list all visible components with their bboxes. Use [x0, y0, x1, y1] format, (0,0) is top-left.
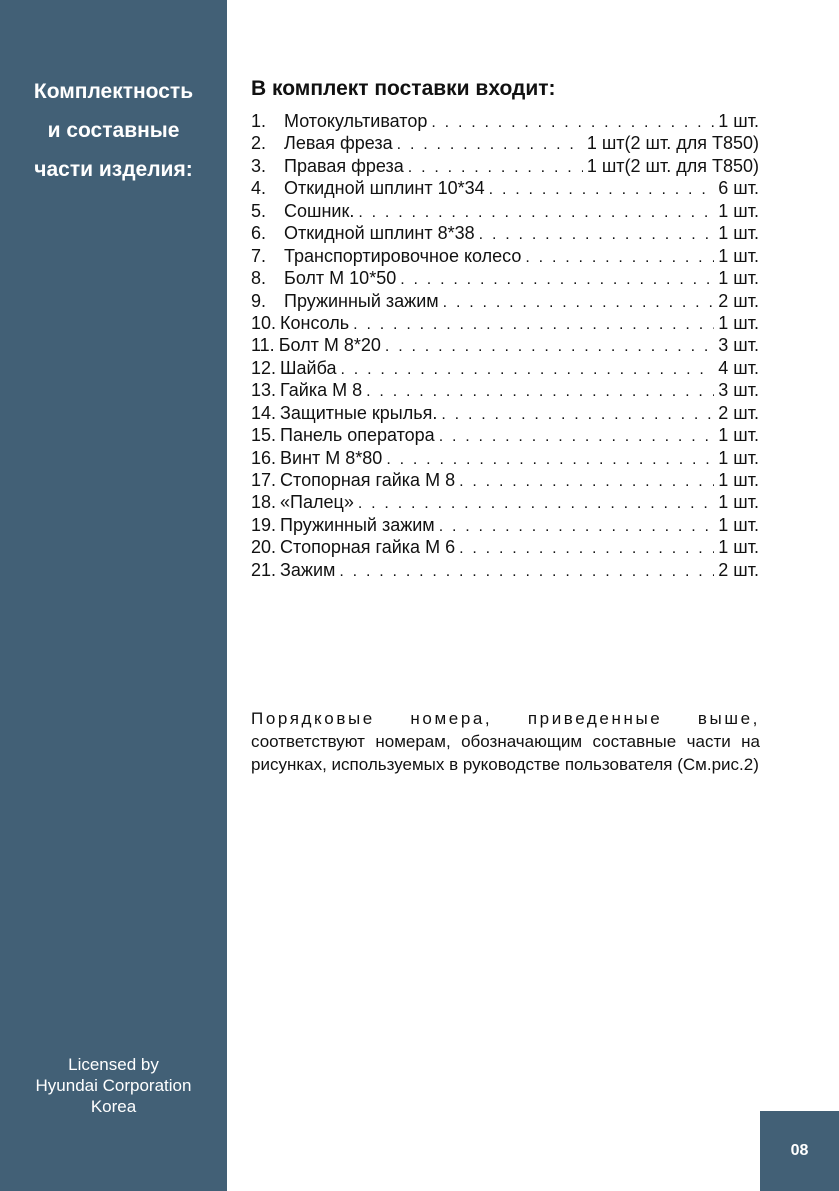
license-line: Hyundai Corporation	[35, 1076, 192, 1095]
dot-leader	[489, 179, 715, 201]
list-item	[251, 290, 759, 312]
note-first-line: Порядковые номера, приведенные выше,	[251, 709, 760, 728]
list-item	[251, 110, 759, 132]
section-title-line: и составные	[47, 119, 180, 142]
dot-leader	[339, 561, 714, 583]
item-number: 7.	[251, 245, 267, 266]
item-quantity: 1 шт.	[718, 312, 759, 333]
license-line: Korea	[90, 1097, 137, 1116]
item-number: 14.	[251, 402, 277, 423]
item-quantity: 1 шт.	[718, 470, 759, 490]
item-number: 12.	[251, 357, 277, 378]
item-name: Винт М 8*80	[280, 447, 383, 468]
item-name: Болт М 10*50	[284, 268, 397, 289]
item-name: Сошник.	[284, 200, 355, 221]
item-name: Стопорная гайка М 8	[280, 470, 456, 490]
sidebar	[0, 0, 227, 1191]
item-number: 1.	[251, 111, 267, 131]
dot-leader	[358, 493, 714, 515]
item-name: Консоль	[280, 312, 350, 333]
item-quantity: 6 шт.	[718, 178, 759, 199]
item-name: Зажим	[280, 559, 336, 580]
list-item	[251, 312, 759, 334]
item-name: Мотокультиватор	[284, 111, 428, 131]
item-number: 5.	[251, 200, 267, 221]
item-name: Болт М 8*20	[278, 335, 381, 356]
item-number: 20.	[251, 537, 277, 558]
section-title	[0, 72, 227, 189]
list-item	[251, 132, 759, 154]
item-quantity: 1 шт.	[718, 223, 759, 244]
item-number: 10.	[251, 312, 277, 333]
list-item	[251, 469, 759, 491]
item-name: Гайка М 8	[280, 380, 363, 401]
item-quantity: 2 шт.	[718, 402, 759, 423]
item-number: 17.	[251, 470, 277, 490]
dot-leader	[353, 314, 714, 336]
item-name: Откидной шплинт 10*34	[284, 178, 485, 199]
item-number: 19.	[251, 514, 277, 535]
list-item	[251, 200, 759, 222]
list-item	[251, 559, 759, 581]
section-title-line: Комплектность	[33, 80, 194, 103]
dot-leader	[525, 247, 714, 269]
item-quantity: 3 шт.	[718, 380, 759, 401]
list-item	[251, 514, 759, 536]
item-number: 9.	[251, 290, 267, 311]
item-name: Пружинный зажим	[284, 290, 439, 311]
item-quantity: 1 шт(2 шт. для Т850)	[586, 155, 759, 176]
item-quantity: 2 шт.	[718, 559, 759, 580]
item-name: Пружинный зажим	[280, 514, 435, 535]
list-item	[251, 536, 759, 558]
dot-leader	[439, 426, 715, 448]
dot-leader	[385, 336, 714, 358]
license-note	[0, 1054, 227, 1117]
item-number: 16.	[251, 447, 277, 468]
dot-leader	[397, 134, 583, 156]
dot-leader	[408, 157, 583, 179]
item-number: 6.	[251, 223, 267, 244]
item-quantity: 1 шт.	[718, 200, 759, 221]
dot-leader	[386, 449, 714, 471]
item-name: Левая фреза	[284, 133, 393, 154]
list-item	[251, 357, 759, 379]
item-number: 21.	[251, 559, 277, 580]
list-item	[251, 491, 759, 513]
item-quantity: 4 шт.	[718, 357, 759, 378]
list-item	[251, 267, 759, 289]
item-name: Защитные крылья.	[280, 402, 438, 423]
dot-leader	[459, 538, 714, 560]
item-number: 4.	[251, 178, 267, 199]
item-number: 18.	[251, 492, 277, 513]
dot-leader	[441, 404, 714, 426]
list-item	[251, 222, 759, 244]
item-quantity: 3 шт.	[718, 335, 759, 356]
dot-leader	[439, 516, 715, 538]
list-item	[251, 155, 759, 177]
item-number: 15.	[251, 425, 277, 446]
contents-list	[251, 110, 759, 581]
contents-heading: В комплект поставки входит:	[251, 77, 556, 100]
list-item	[251, 177, 759, 199]
main-content	[251, 76, 759, 581]
page-number: 08	[760, 1111, 839, 1191]
item-quantity: 1 шт.	[718, 268, 759, 289]
item-quantity: 1 шт.	[718, 447, 759, 468]
dot-leader	[443, 292, 715, 314]
numbering-note	[251, 707, 760, 776]
list-item	[251, 402, 759, 424]
license-line: Licensed by	[68, 1055, 159, 1074]
item-quantity: 1 шт.	[718, 245, 759, 266]
dot-leader	[400, 269, 714, 291]
dot-leader	[366, 381, 714, 403]
list-item	[251, 447, 759, 469]
list-item	[251, 245, 759, 267]
item-quantity: 1 шт.	[718, 537, 759, 558]
item-quantity: 1 шт.	[718, 492, 759, 513]
list-item	[251, 424, 759, 446]
list-item	[251, 334, 759, 356]
dot-leader	[341, 359, 715, 381]
item-name: Шайба	[280, 357, 337, 378]
list-item	[251, 379, 759, 401]
item-name: Откидной шплинт 8*38	[284, 223, 475, 244]
item-number: 11.	[251, 335, 275, 356]
item-number: 2.	[251, 133, 267, 154]
item-number: 8.	[251, 268, 267, 289]
item-name: Транспортировочное колесо	[284, 245, 522, 266]
section-title-line: части изделия:	[34, 158, 193, 181]
dot-leader	[431, 112, 714, 134]
item-quantity: 1 шт(2 шт. для Т850)	[586, 133, 759, 154]
item-name: Правая фреза	[284, 155, 404, 176]
item-quantity: 1 шт.	[718, 425, 759, 446]
note-rest: соответствуют номерам, обозначающим составные части на рисунках, используемых в руководстве пользователя (См.рис.2)	[251, 732, 760, 774]
item-number: 13.	[251, 380, 277, 401]
item-number: 3.	[251, 155, 267, 176]
item-quantity: 1 шт.	[718, 111, 759, 131]
item-quantity: 2 шт.	[718, 290, 759, 311]
item-name: Панель оператора	[280, 425, 435, 446]
dot-leader	[459, 471, 714, 493]
dot-leader	[479, 224, 715, 246]
item-name: «Палец»	[280, 492, 354, 513]
item-name: Стопорная гайка М 6	[280, 537, 456, 558]
item-quantity: 1 шт.	[718, 514, 759, 535]
dot-leader	[358, 202, 714, 224]
